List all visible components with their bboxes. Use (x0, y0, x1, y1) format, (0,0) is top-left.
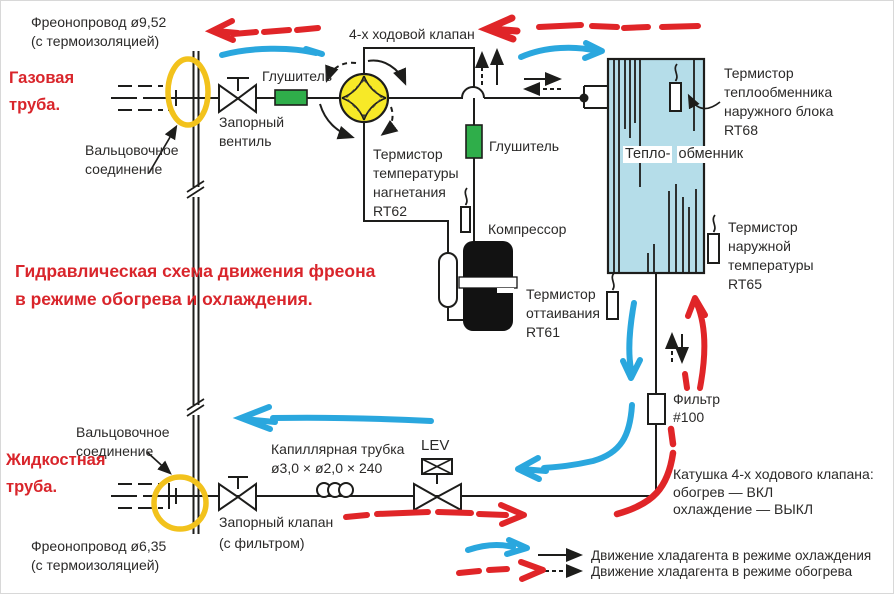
thermistor-rt68-label: Термистор теплообменника наружного блока RT68 (724, 65, 834, 138)
compressor-symbol (459, 241, 517, 331)
capillary-tube-symbol (317, 483, 353, 497)
lev-valve-symbol (414, 459, 461, 510)
accumulator-symbol (439, 253, 457, 307)
muffler-mid-symbol (466, 125, 482, 158)
flare-bottom-label: Вальцовочное соединение (76, 424, 170, 459)
thermistor-rt65-label: Термистор наружной температуры RT65 (728, 219, 814, 292)
stop-valve-top-label: Запорный вентиль (219, 114, 285, 149)
liquid-pipe-label: Жидкостная труба. (6, 451, 106, 496)
gas-pipe-stubs (111, 86, 163, 110)
heat-exchanger-label: Тепло- обменник (625, 146, 744, 162)
stop-valve-bottom-label: Запорный клапан (с фильтром) (219, 514, 334, 551)
thermistor-rt62-symbol (461, 188, 470, 232)
legend-cooling-label: Движение хладагента в режиме охлаждения (591, 548, 872, 563)
capillary-tube-label: Капиллярная трубка ø3,0 × ø2,0 × 240 (271, 441, 405, 476)
filter-symbol (648, 394, 665, 424)
four-way-coil-label: Катушка 4-х ходового клапана: обогрев — ВКЛ охлаждение — ВЫКЛ (673, 466, 874, 517)
muffler-top-symbol (275, 90, 307, 105)
compressor-label: Компрессор (488, 221, 567, 237)
diagram-title: Гидравлическая схема движения фреона в режиме обогрева и охлаждения. (15, 261, 376, 309)
muffler-mid-label: Глушитель (489, 138, 560, 154)
thermistor-rt61-symbol (607, 273, 618, 319)
thermistor-rt62-label: Термистор температуры нагнетания RT62 (373, 146, 459, 219)
muffler-top-label: Глушитель (262, 68, 333, 84)
heat-exchanger-symbol (608, 59, 704, 273)
flare-top-label: Вальцовочное соединение (85, 142, 179, 177)
filter-label: Фильтр #100 (673, 391, 721, 425)
freon-pipe-bottom-label: Фреонопровод ø6,35 (с термоизоляцией) (31, 538, 167, 573)
thermistor-rt61-label: Термистор оттаивания RT61 (526, 286, 600, 340)
flare-connection-top-symbol (168, 59, 208, 125)
stop-valve-bottom-symbol (219, 477, 256, 510)
four-way-valve-label: 4-х ходовой клапан (349, 26, 475, 42)
stop-valve-top-symbol (219, 78, 256, 112)
freon-pipe-top-label: Фреонопровод ø9,52 (с термоизоляцией) (31, 14, 167, 49)
thermistor-rt65-symbol (708, 215, 719, 263)
legend-heating-label: Движение хладагента в режиме обогрева (591, 564, 853, 579)
gas-pipe-label: Газовая труба. (9, 69, 75, 114)
lev-label: LEV (421, 437, 450, 454)
